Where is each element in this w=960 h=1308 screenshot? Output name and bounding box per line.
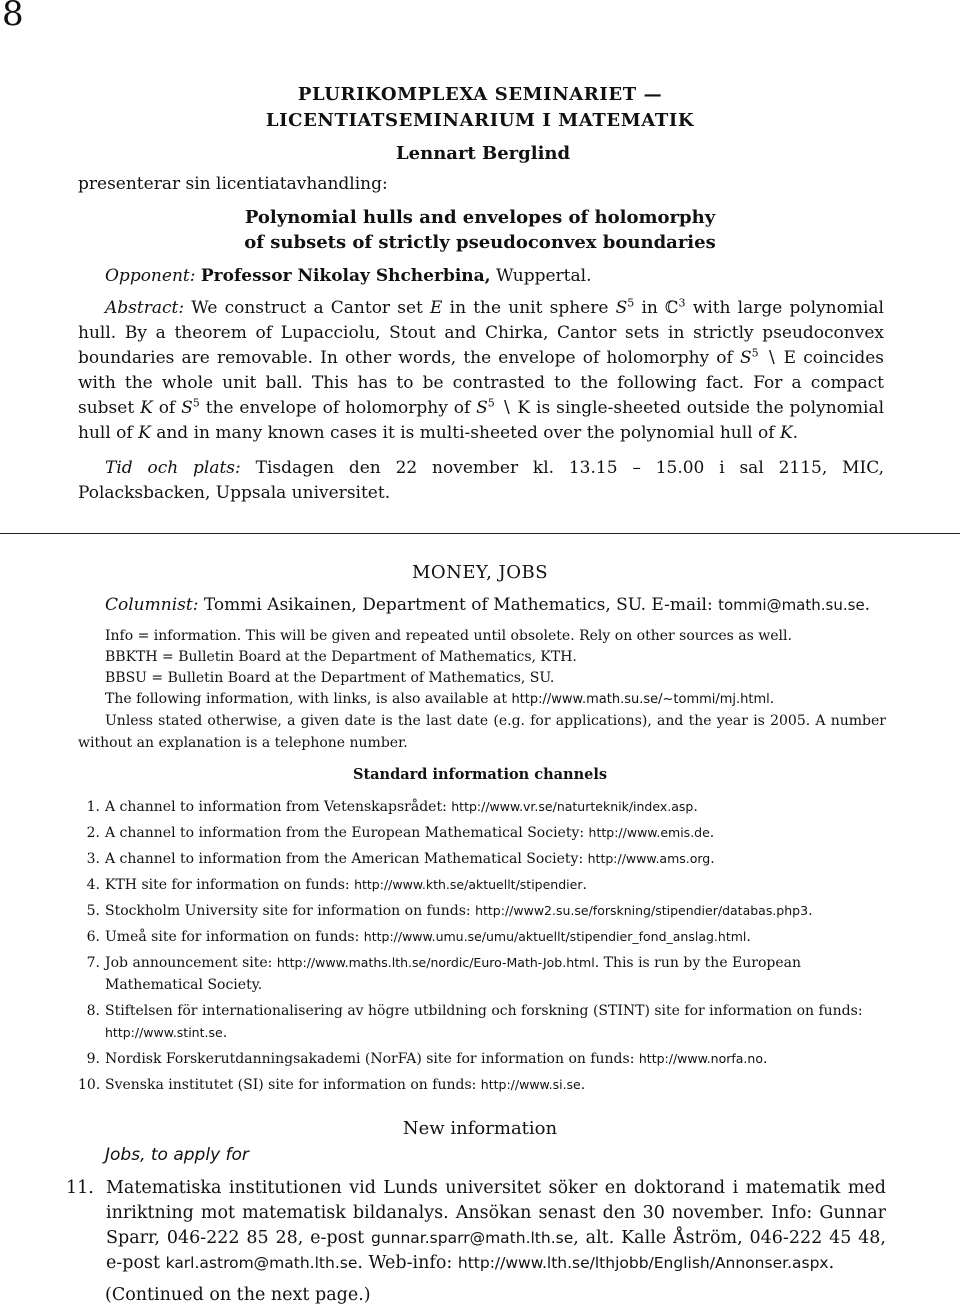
item-number: 11.	[66, 1178, 94, 1198]
item-after: .	[582, 877, 587, 893]
item-text: , alt. Kalle Åström, 046-222 45 48, e-post	[106, 1228, 886, 1273]
info-line: BBKTH = Bulletin Board at the Department of Mathematics, KTH.	[105, 649, 577, 665]
item-text: A channel to information from the American Mathematical Society:	[105, 851, 584, 867]
abstract-text: of	[158, 398, 176, 418]
presents-line: presenterar sin licentiatavhandling:	[78, 174, 388, 194]
item-after: .	[693, 799, 698, 815]
unless-paragraph: Unless stated otherwise, a given date is the last date (e.g. for applications), and the year is 2005. A number without an explanation is a telephone number.	[78, 713, 886, 751]
channel-link[interactable]: http://www.umu.se/umu/aktuellt/stipendier_fond_anslag.html	[363, 929, 747, 944]
item-text: Matematiska institutionen vid Lunds universitet söker en doktorand i matematik med inriktning mot matematisk bildanalys. Ansökan senast den 30 november. Info: Gunnar Sparr, 046-222 85 28, e-post	[106, 1178, 886, 1248]
list-item	[78, 848, 886, 870]
list-item	[78, 822, 886, 844]
item-after: .	[710, 851, 715, 867]
item-number: 7.	[86, 955, 100, 971]
new-information-heading: New information	[402, 1118, 558, 1139]
item-after: . This is run by the European Mathematical Society.	[105, 955, 802, 993]
abstract-text: We construct a Cantor set	[191, 298, 423, 318]
list-item	[78, 1048, 886, 1070]
columnist-email-link[interactable]: tommi@math.su.se	[718, 596, 865, 614]
info-line: BBSU = Bulletin Board at the Department of Mathematics, SU.	[105, 670, 555, 686]
channels-heading: Standard information channels	[352, 766, 608, 783]
web-link[interactable]: http://www.lth.se/lthjobb/English/Annonser.aspx	[457, 1254, 829, 1272]
item-text: Job announcement site:	[105, 955, 273, 971]
item-number: 3.	[86, 851, 100, 867]
math-S: S	[615, 298, 628, 318]
abstract-text: is single-sheeted outside the polynomial hull of	[78, 398, 885, 443]
list-item	[78, 952, 886, 996]
channel-link[interactable]: http://www.kth.se/aktuellt/stipendier	[354, 877, 583, 892]
item-after: .	[709, 825, 715, 841]
seminar-title-line2: LICENTIATSEMINARIUM I MATEMATIK	[265, 110, 695, 131]
following-text: The following information, with links, is also available at	[105, 691, 507, 707]
math-sup: 3	[678, 296, 686, 310]
talk-title-line1: Polynomial hulls and envelopes of holomorphy	[244, 207, 716, 228]
math-K: K	[138, 423, 151, 443]
punctuation: .	[769, 691, 775, 707]
columnist-text: Tommi Asikainen, Department of Mathematics, SU. E-mail:	[203, 595, 713, 615]
abstract-text: in the unit sphere	[449, 298, 609, 318]
channel-link[interactable]: http://www.emis.de	[588, 825, 710, 840]
list-item	[78, 900, 886, 922]
email-link[interactable]: gunnar.sparr@math.lth.se	[371, 1229, 574, 1247]
item-number: 6.	[86, 929, 100, 945]
item-after: .	[222, 1025, 228, 1041]
item-text: KTH site for information on funds:	[105, 877, 350, 893]
abstract-label: Abstract:	[105, 298, 185, 318]
channel-link[interactable]: http://www.si.se	[480, 1077, 581, 1092]
punctuation: .	[864, 595, 871, 615]
channels-list	[78, 796, 886, 1100]
channel-link[interactable]: http://www.stint.se	[105, 1025, 223, 1040]
abstract-text: the envelope of holomorphy of	[205, 398, 471, 418]
following-line	[105, 689, 792, 710]
opponent-place: Wuppertal.	[496, 266, 592, 286]
continued-note: (Continued on the next page.)	[105, 1285, 371, 1305]
job-item-11	[66, 1176, 886, 1276]
list-item	[66, 1176, 886, 1276]
info-line: Info = information. This will be given and repeated until obsolete. Rely on other sources as well.	[105, 628, 792, 644]
list-item	[78, 1000, 886, 1044]
abstract-text: in	[641, 298, 658, 318]
item-text: Umeå site for information on funds:	[105, 929, 360, 945]
item-after: .	[580, 1077, 586, 1093]
list-item	[78, 796, 886, 818]
math-E: E	[430, 298, 443, 318]
time-label: Tid och plats:	[105, 458, 241, 478]
channel-link[interactable]: http://www.vr.se/naturteknik/index.asp	[451, 799, 694, 814]
money-jobs-heading: MONEY, JOBS	[411, 562, 549, 583]
item-number: 2.	[86, 825, 100, 841]
list-item	[78, 926, 886, 948]
item-number: 9.	[86, 1051, 100, 1067]
section-divider	[0, 533, 960, 534]
math-sup: 5	[751, 346, 759, 360]
email-link[interactable]: karl.astrom@math.lth.se	[165, 1254, 358, 1272]
info-lines	[105, 626, 792, 710]
abstract-text: coincides with the whole unit ball. This has to be contrasted to the following fact. For a compact subset	[78, 348, 885, 418]
item-text: . Web-info:	[357, 1253, 453, 1273]
talk-title-line2: of subsets of strictly pseudoconvex boundaries	[244, 232, 716, 253]
channel-link[interactable]: http://www2.su.se/forskning/stipendier/databas.php3	[475, 903, 809, 918]
item-text: A channel to information from the European Mathematical Society:	[105, 825, 585, 841]
list-item	[78, 874, 886, 896]
math-S: S	[739, 348, 752, 368]
list-item	[78, 1074, 886, 1096]
item-after: .	[808, 903, 813, 919]
item-number: 10.	[78, 1077, 101, 1093]
math-S: S	[181, 398, 193, 418]
math-sup: 5	[192, 396, 200, 410]
punctuation: .	[828, 1253, 835, 1273]
abstract-paragraph	[78, 296, 884, 446]
time-text: Tisdagen den 22 november kl. 13.15 – 15.00 i sal 2115, MIC, Polacksbacken, Uppsala universitet.	[78, 458, 885, 503]
mj-url-link[interactable]: http://www.math.su.se/~tommi/mj.html	[511, 692, 770, 707]
time-place-paragraph	[78, 456, 884, 506]
abstract-text: with large polynomial hull. By a theorem of Lupacciolu, Stout and Chirka, Cantor sets in strictly pseudoconvex boundaries are removable. In other words, the envelope of holomorphy of	[78, 298, 884, 368]
item-text: Stiftelsen för internationalisering av högre utbildning och forskning (STINT) site for information on funds:	[105, 1003, 863, 1019]
abstract-text: and in many known cases it is multi-sheeted over the polynomial hull of	[156, 423, 775, 443]
page-number: 8	[2, 0, 24, 34]
channel-link[interactable]: http://www.ams.org	[587, 851, 711, 866]
item-after: .	[762, 1051, 768, 1067]
math-sup: 5	[627, 296, 635, 310]
speaker-name: Lennart Berglind	[396, 143, 571, 164]
channel-link[interactable]: http://www.maths.lth.se/nordic/Euro-Math-Job.html	[276, 955, 595, 970]
item-number: 8.	[86, 1003, 100, 1019]
math-K: K.	[779, 423, 799, 443]
columnist-line	[105, 595, 870, 615]
item-text: A channel to information from Vetenskapsrådet:	[105, 799, 447, 815]
opponent-line	[105, 266, 592, 286]
seminar-title-line1: PLURIKOMPLEXA SEMINARIET —	[297, 84, 663, 105]
math-S: S	[476, 398, 488, 418]
item-number: 1.	[86, 799, 100, 815]
item-text: Svenska institutet (SI) site for information on funds:	[105, 1077, 477, 1093]
math-K: K	[140, 398, 153, 418]
item-after: .	[746, 929, 751, 945]
item-number: 5.	[86, 903, 100, 919]
math-C: ℂ	[665, 298, 679, 318]
opponent-name: Professor Nikolay Shcherbina,	[200, 266, 491, 286]
math-sup: 5	[487, 396, 495, 410]
math-setminus: ∖ E	[765, 348, 797, 368]
item-text: Nordisk Forskerutdanningsakademi (NorFA) site for information on funds:	[105, 1051, 635, 1067]
channel-link[interactable]: http://www.norfa.no	[638, 1051, 763, 1066]
columnist-label: Columnist:	[105, 595, 199, 615]
opponent-label: Opponent:	[105, 266, 196, 286]
math-setminus: ∖ K	[500, 398, 531, 418]
jobs-subheading: Jobs, to apply for	[105, 1145, 249, 1165]
item-number: 4.	[86, 877, 100, 893]
item-text: Stockholm University site for information on funds:	[105, 903, 471, 919]
